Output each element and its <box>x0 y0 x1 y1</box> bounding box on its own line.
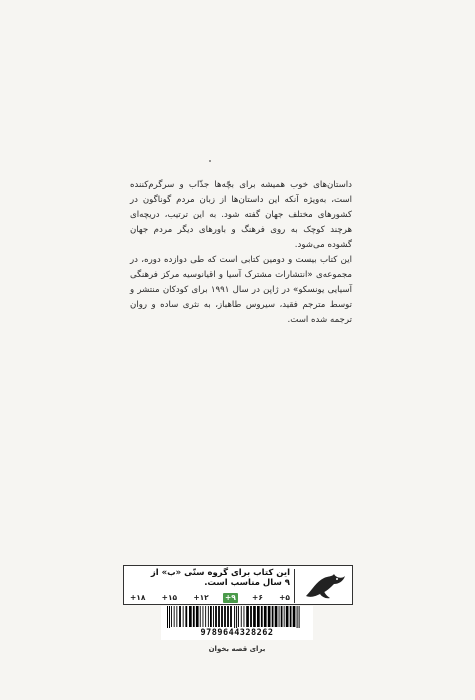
barcode-bar <box>236 606 237 630</box>
barcode-bar <box>215 606 217 627</box>
bird-logo-icon <box>302 570 348 602</box>
barcode-bar <box>179 606 181 627</box>
age-group-row <box>128 592 292 603</box>
barcode-bar <box>171 606 172 627</box>
age-rating-box <box>123 565 353 605</box>
barcode-bar <box>208 606 209 627</box>
barcode-bar <box>189 606 192 627</box>
barcode-bar <box>261 606 263 627</box>
barcode-bar <box>268 606 271 627</box>
age-rating-info <box>124 566 294 604</box>
age-group-cell: +۶ <box>252 592 263 602</box>
age-group-cell: +۱۵ <box>161 592 178 602</box>
age-group-cell: +۱۲ <box>193 592 209 602</box>
barcode-bar <box>250 606 252 627</box>
isbn-number: 9789644328262 <box>161 628 313 638</box>
barcode-bar <box>210 606 212 627</box>
barcode-bars <box>161 606 313 630</box>
age-group-cell: +۵ <box>279 592 290 602</box>
barcode-bar <box>238 606 239 627</box>
barcode-bar <box>241 606 242 627</box>
barcode-bar <box>244 606 245 627</box>
barcode-bar <box>290 606 292 627</box>
barcode-bar <box>272 606 274 627</box>
barcode-bar <box>205 606 206 627</box>
barcode-bar <box>183 606 184 627</box>
barcode-bar <box>293 606 296 627</box>
age-group-cell: +۱۸ <box>130 592 146 602</box>
barcode-bar <box>281 606 283 627</box>
barcode-bar <box>224 606 226 627</box>
description-text <box>130 178 352 328</box>
age-rating-line-1: این کتاب برای گروه سنّی «ب» از <box>150 568 290 578</box>
barcode-bar <box>246 606 249 627</box>
barcode-bar <box>221 606 223 627</box>
barcode-bar <box>193 606 195 627</box>
description-paragraph-2: این کتاب بیست و دومین کتابی است که طی دوازده دوره، در مجموعه‌ی «انتشارات مشترک آسیا و اقیانوسیه مرکز فرهنگی آسیایی یونسکو» در ژاپن در سال ۱۹۹۱ برای کودکان منتشر و توسط مترجم فقید، سیروس طاهباز، به نثری ساده و روان ترجمه شده است. <box>130 255 352 325</box>
barcode-bar <box>169 606 170 630</box>
barcode-bar <box>286 606 289 627</box>
barcode-bar <box>203 606 204 627</box>
barcode-bar <box>279 606 280 627</box>
decorative-dot <box>209 160 211 162</box>
divider <box>294 569 295 603</box>
barcode-bar <box>176 606 177 627</box>
barcode-bar <box>167 606 168 630</box>
barcode-bar <box>234 606 235 630</box>
barcode-bar <box>253 606 256 627</box>
publisher-tagline: برای قصه بخوان <box>208 645 266 653</box>
barcode-bar <box>299 606 300 630</box>
barcode-bar <box>284 606 285 627</box>
barcode-bar <box>218 606 220 627</box>
barcode-bar <box>213 606 214 627</box>
barcode-bar <box>230 606 232 627</box>
age-rating-line-2: ۹ سال مناسب است. <box>204 578 290 588</box>
barcode-bar <box>174 606 175 627</box>
age-group-cell: +۹ <box>224 592 236 602</box>
barcode-bar <box>196 606 199 627</box>
barcode-bar <box>227 606 229 627</box>
barcode-bar <box>257 606 260 627</box>
barcode-bar <box>264 606 267 627</box>
barcode-bar <box>275 606 278 627</box>
barcode-bar <box>185 606 187 627</box>
isbn-barcode <box>161 606 313 640</box>
description-paragraph-1: داستان‌های خوب همیشه برای بچّه‌ها جذّاب و سرگرم‌کننده است، به‌ویژه آنکه این داستان‌ها از زبان مردم گوناگون در کشورهای مختلف جهان گفته شود. به این ترتیب، دریچه‌ای هرچند کوچک به روی فرهنگ و باورهای دیگر مردم جهان گشوده می‌شود. <box>130 180 352 250</box>
barcode-bar <box>200 606 201 627</box>
barcode-bar <box>297 606 298 630</box>
